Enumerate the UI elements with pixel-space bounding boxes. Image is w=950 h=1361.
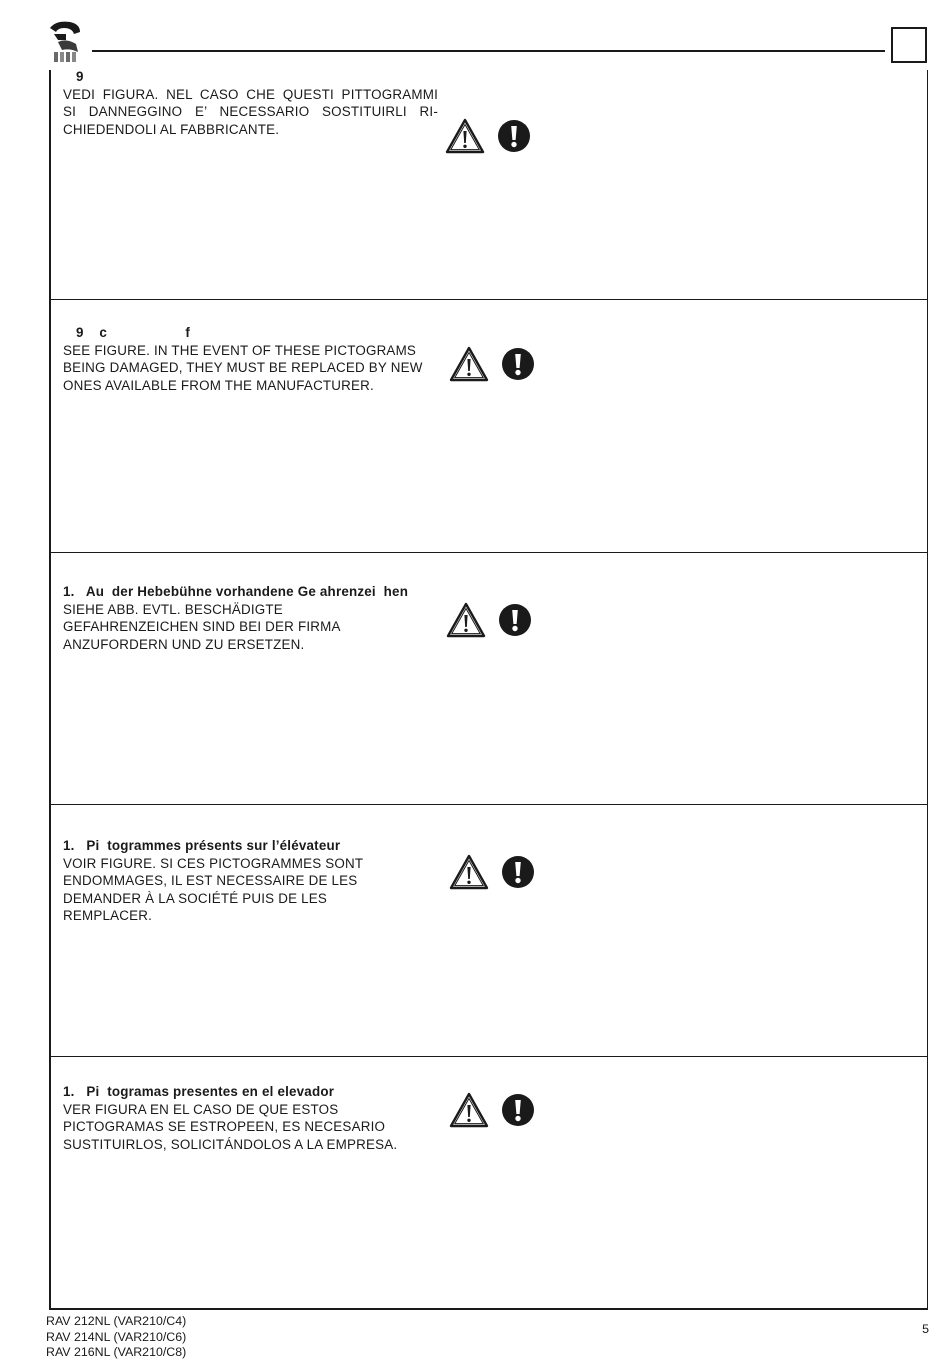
model-code: RAV 216NL (VAR210/C8) <box>46 1345 187 1360</box>
section-body <box>63 855 438 925</box>
footer-model-list <box>46 1314 186 1361</box>
section-text <box>63 837 438 925</box>
warning-triangle-icon <box>449 854 489 890</box>
section-heading: 1. Pi togramas presentes en el elevador <box>63 1084 335 1099</box>
pictogram-group <box>445 118 531 154</box>
mandatory-exclamation-icon <box>497 119 531 153</box>
pictogram-group <box>449 346 535 382</box>
body-line: SIEHE ABB. EVTL. BESCHÄDIGTE <box>63 601 283 617</box>
section-heading: 9 c f <box>76 325 191 340</box>
section-heading: 9 <box>76 69 84 84</box>
body-line: ANZUFORDERN UND ZU ERSETZEN. <box>63 636 305 652</box>
body-line: GEFAHRENZEICHEN SIND BEI DER FIRMA <box>63 619 341 635</box>
section-body <box>63 1101 438 1154</box>
body-line: BEING DAMAGED, THEY MUST BE REPLACED BY NEW <box>63 360 423 376</box>
pictogram-group <box>449 1092 535 1128</box>
company-logo-icon <box>44 18 86 66</box>
section-french <box>50 805 927 1057</box>
warning-triangle-icon <box>446 602 486 638</box>
section-body <box>63 342 438 395</box>
page-number: 5 <box>922 1322 929 1336</box>
warning-triangle-icon <box>449 346 489 382</box>
body-line: VER FIGURA EN EL CASO DE QUE ESTOS <box>63 1101 339 1117</box>
section-text <box>63 583 453 653</box>
model-code: RAV 214NL (VAR210/C6) <box>46 1329 187 1344</box>
body-line: VEDI FIGURA. NEL CASO CHE QUESTI PITTOGRAMMI <box>63 86 438 102</box>
mandatory-exclamation-icon <box>498 603 532 637</box>
body-line: CHIEDENDOLI AL FABBRICANTE. <box>63 121 280 137</box>
section-spanish <box>50 1057 927 1309</box>
body-line: DEMANDER À LA SOCIÉTÉ PUIS DE LES <box>63 890 328 906</box>
mandatory-exclamation-icon <box>501 1093 535 1127</box>
mandatory-exclamation-icon <box>501 347 535 381</box>
model-code: RAV 212NL (VAR210/C4) <box>46 1314 187 1328</box>
pictogram-group <box>449 854 535 890</box>
body-line: VOIR FIGURE. SI CES PICTOGRAMMES SONT <box>63 855 364 871</box>
section-english <box>50 300 927 553</box>
warning-triangle-icon <box>445 118 485 154</box>
section-german <box>50 553 927 805</box>
body-line: SI DANNEGGINO E’ NECESSARIO SOSTITUIRLI RI- <box>63 104 438 120</box>
body-line: PICTOGRAMAS SE ESTROPEEN, ES NECESARIO <box>63 1119 386 1135</box>
warning-triangle-icon <box>449 1092 489 1128</box>
section-text <box>63 1083 438 1153</box>
body-line: ONES AVAILABLE FROM THE MANUFACTURER. <box>63 377 374 393</box>
section-heading: 1. Au der Hebebühne vorhandene Ge ahrenzei hen <box>63 584 409 599</box>
section-body <box>63 86 438 139</box>
body-line: ENDOMMAGES, IL EST NECESSAIRE DE LES <box>63 873 358 889</box>
section-body <box>63 601 453 654</box>
body-line: SUSTITUIRLOS, SOLICITÁNDOLOS A LA EMPRESA. <box>63 1136 398 1152</box>
section-text <box>63 324 438 394</box>
section-italian <box>50 70 927 300</box>
pictogram-group <box>446 602 532 638</box>
body-line: SEE FIGURE. IN THE EVENT OF THESE PICTOGRAMS <box>63 342 417 358</box>
language-box <box>891 27 927 63</box>
mandatory-exclamation-icon <box>501 855 535 889</box>
section-text <box>63 68 438 138</box>
body-line: REMPLACER. <box>63 908 153 924</box>
section-heading: 1. Pi togrammes présents sur l’élévateur <box>63 838 341 853</box>
header-rule <box>92 50 885 52</box>
